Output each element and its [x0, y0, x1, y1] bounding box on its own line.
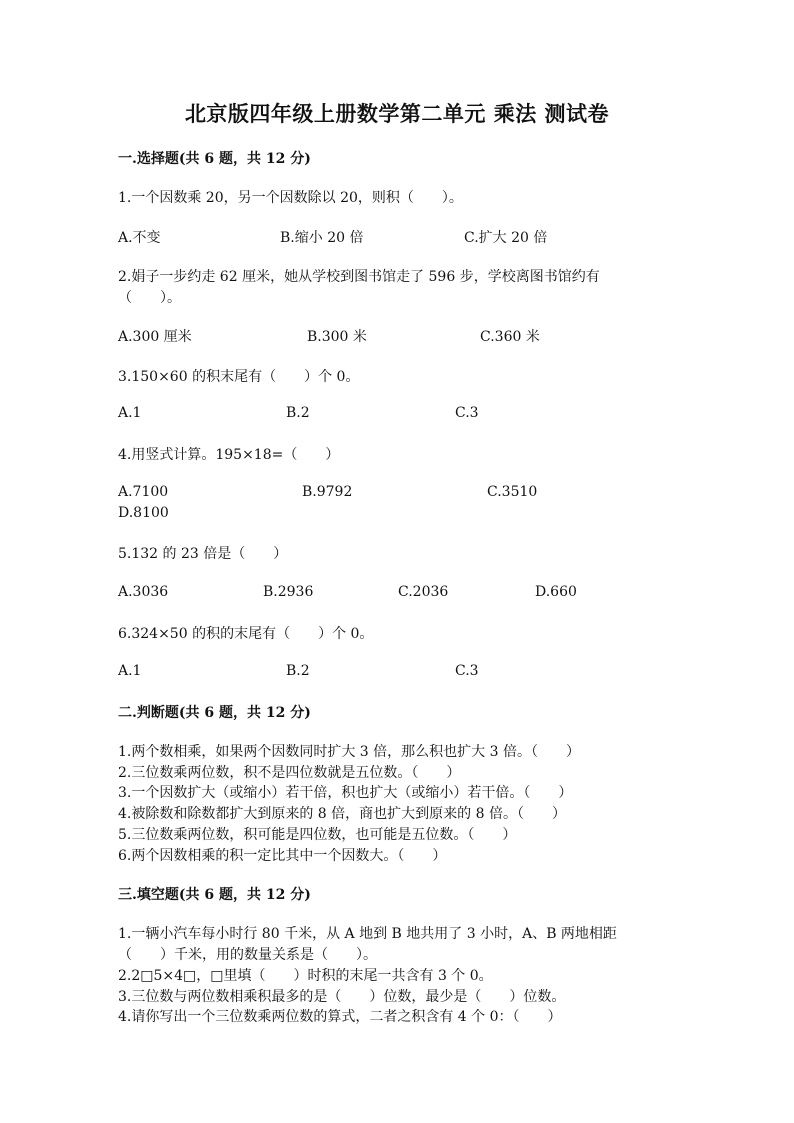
fill-in-item: 2.2□5×4□，□里填（ ）时积的末尾一共含有 3 个 0。	[118, 968, 493, 984]
fill-in-item: 1.一辆小汽车每小时行 80 千米，从 A 地到 B 地共用了 3 小时，A、B 两地相距	[118, 926, 617, 942]
fill-in-item-continued: （ ）千米，用的数量关系是（ ）。	[118, 947, 377, 963]
question-stem: 6.324×50 的积的末尾有（ ）个 0。	[118, 626, 374, 642]
judgement-item: 2.三位数乘两位数，积不是四位数就是五位数。（ ）	[118, 765, 461, 781]
judgement-item: 6.两个因数相乘的积一定比其中一个因数大。（ ）	[118, 848, 447, 864]
judgement-item: 5.三位数乘两位数，积可能是四位数，也可能是五位数。（ ）	[118, 827, 517, 843]
option-c: C.3	[455, 405, 479, 421]
option-c: C.扩大 20 倍	[464, 230, 548, 246]
option-c: C.2036	[398, 584, 449, 600]
question-stem: 5.132 的 23 倍是（ ）	[118, 546, 288, 562]
section-heading-choice: 一.选择题(共 6 题，共 12 分)	[118, 151, 311, 167]
judgement-item: 1.两个数相乘，如果两个因数同时扩大 3 倍，那么积也扩大 3 倍。（ ）	[118, 744, 580, 760]
option-c: C.3510	[487, 484, 538, 500]
option-a: A.不变	[118, 230, 161, 246]
option-b: B.2	[286, 405, 310, 421]
option-a: A.3036	[118, 584, 169, 600]
section-heading-fill-in: 三.填空题(共 6 题，共 12 分)	[118, 887, 311, 903]
option-a: A.300 厘米	[118, 329, 192, 345]
fill-in-item: 3.三位数与两位数相乘积最多的是（ ）位数，最少是（ ）位数。	[118, 989, 566, 1005]
option-b: B.缩小 20 倍	[280, 230, 364, 246]
option-c: C.3	[455, 663, 479, 679]
option-a: A.1	[118, 663, 142, 679]
option-b: B.2	[286, 663, 310, 679]
judgement-item: 3.一个因数扩大（或缩小）若干倍，积也扩大（或缩小）若干倍。（ ）	[118, 785, 573, 801]
option-b: B.300 米	[307, 329, 367, 345]
option-d: D.8100	[118, 505, 169, 521]
question-stem: 2.娟子一步约走 62 厘米，她从学校到图书馆走了 596 步，学校离图书馆约有	[118, 269, 600, 285]
question-stem: 3.150×60 的积末尾有（ ）个 0。	[118, 369, 360, 385]
option-a: A.7100	[118, 484, 169, 500]
question-stem: 1.一个因数乘 20，另一个因数除以 20，则积（ ）。	[118, 190, 463, 206]
question-stem: 4.用竖式计算。195×18=（ ）	[118, 447, 340, 463]
section-heading-judgement: 二.判断题(共 6 题，共 12 分)	[118, 705, 311, 721]
question-stem-continued: （ ）。	[118, 290, 181, 306]
fill-in-item: 4.请你写出一个三位数乘两位数的算式，二者之积含有 4 个 0：（ ）	[118, 1009, 562, 1025]
page-title: 北京版四年级上册数学第二单元 乘法 测试卷	[184, 101, 610, 126]
option-a: A.1	[118, 405, 142, 421]
option-b: B.2936	[263, 584, 314, 600]
option-d: D.660	[535, 584, 577, 600]
judgement-item: 4.被除数和除数都扩大到原来的 8 倍，商也扩大到原来的 8 倍。（ ）	[118, 806, 566, 822]
option-b: B.9792	[302, 484, 353, 500]
option-c: C.360 米	[480, 329, 540, 345]
